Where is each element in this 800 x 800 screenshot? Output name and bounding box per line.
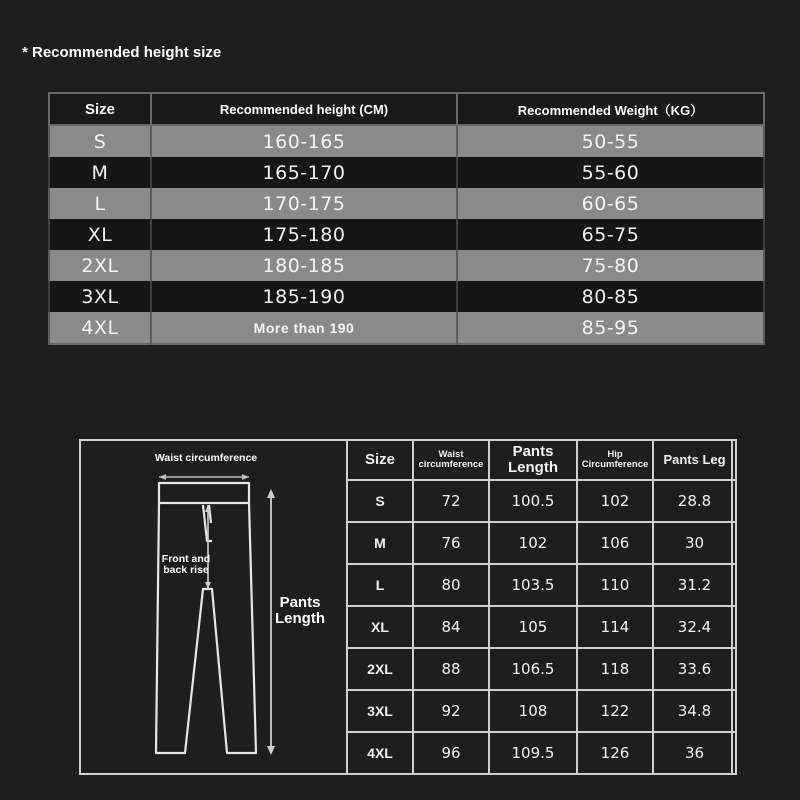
table-row — [347, 690, 736, 732]
table-row — [49, 281, 764, 312]
hip-cell: 106 — [577, 522, 653, 564]
weight-cell: 50-55 — [457, 125, 764, 157]
table-row — [347, 648, 736, 690]
leg-cell: 36 — [653, 732, 736, 774]
table-row — [49, 312, 764, 344]
hip-cell: 114 — [577, 606, 653, 648]
weight-cell: 80-85 — [457, 281, 764, 312]
size-cell: M — [49, 157, 151, 188]
length-cell: 108 — [489, 690, 577, 732]
header-length: Pants Length — [489, 440, 577, 480]
height-cell: 170-175 — [151, 188, 457, 219]
size-cell: XL — [347, 606, 413, 648]
length-cell: 105 — [489, 606, 577, 648]
table-row — [347, 480, 736, 522]
height-cell: 175-180 — [151, 219, 457, 250]
header-waist: Waist circumference — [413, 440, 489, 480]
hip-cell: 126 — [577, 732, 653, 774]
leg-cell: 28.8 — [653, 480, 736, 522]
length-cell: 102 — [489, 522, 577, 564]
size-cell: 2XL — [347, 648, 413, 690]
weight-cell: 75-80 — [457, 250, 764, 281]
table-header-row — [49, 93, 764, 125]
height-weight-table — [48, 92, 765, 345]
waist-label: Waist circumference — [154, 452, 258, 464]
waist-cell: 76 — [413, 522, 489, 564]
size-cell: L — [347, 564, 413, 606]
waist-cell: 88 — [413, 648, 489, 690]
size-cell: L — [49, 188, 151, 219]
length-cell: 109.5 — [489, 732, 577, 774]
header-hip: Hip Circumference — [577, 440, 653, 480]
height-cell: 165-170 — [151, 157, 457, 188]
length-label: Pants Length — [275, 594, 325, 627]
table-header-row — [347, 440, 736, 480]
size-cell: 3XL — [49, 281, 151, 312]
table-row — [347, 606, 736, 648]
table-row — [49, 125, 764, 157]
length-cell: 106.5 — [489, 648, 577, 690]
leg-cell: 31.2 — [653, 564, 736, 606]
header-leg: Pants Leg — [653, 440, 736, 480]
table-row — [49, 250, 764, 281]
measurement-panel — [79, 439, 733, 775]
hip-cell: 110 — [577, 564, 653, 606]
height-cell: More than 190 — [151, 312, 457, 344]
size-cell: XL — [49, 219, 151, 250]
size-cell: S — [347, 480, 413, 522]
weight-cell: 55-60 — [457, 157, 764, 188]
hip-cell: 102 — [577, 480, 653, 522]
rise-label: Front and back rise — [161, 553, 211, 577]
table-row — [49, 219, 764, 250]
waist-cell: 96 — [413, 732, 489, 774]
waist-cell: 72 — [413, 480, 489, 522]
size-cell: 4XL — [347, 732, 413, 774]
measurement-table — [346, 439, 737, 775]
waist-cell: 84 — [413, 606, 489, 648]
weight-cell: 65-75 — [457, 219, 764, 250]
size-cell: 4XL — [49, 312, 151, 344]
waist-cell: 92 — [413, 690, 489, 732]
header-size: Size — [49, 93, 151, 125]
hip-cell: 122 — [577, 690, 653, 732]
weight-cell: 85-95 — [457, 312, 764, 344]
table-row — [347, 732, 736, 774]
header-weight: Recommended Weight（KG） — [457, 93, 764, 125]
header-size: Size — [347, 440, 413, 480]
table-row — [49, 188, 764, 219]
table-row — [347, 564, 736, 606]
leg-cell: 30 — [653, 522, 736, 564]
size-cell: 3XL — [347, 690, 413, 732]
height-cell: 180-185 — [151, 250, 457, 281]
size-cell: 2XL — [49, 250, 151, 281]
height-cell: 185-190 — [151, 281, 457, 312]
length-cell: 100.5 — [489, 480, 577, 522]
leg-cell: 34.8 — [653, 690, 736, 732]
pants-diagram — [81, 441, 346, 773]
page-title: * Recommended height size — [22, 44, 222, 61]
size-cell: M — [347, 522, 413, 564]
leg-cell: 32.4 — [653, 606, 736, 648]
leg-cell: 33.6 — [653, 648, 736, 690]
header-height: Recommended height (CM) — [151, 93, 457, 125]
table-row — [347, 522, 736, 564]
height-cell: 160-165 — [151, 125, 457, 157]
hip-cell: 118 — [577, 648, 653, 690]
weight-cell: 60-65 — [457, 188, 764, 219]
size-cell: S — [49, 125, 151, 157]
length-cell: 103.5 — [489, 564, 577, 606]
waist-cell: 80 — [413, 564, 489, 606]
table-row — [49, 157, 764, 188]
